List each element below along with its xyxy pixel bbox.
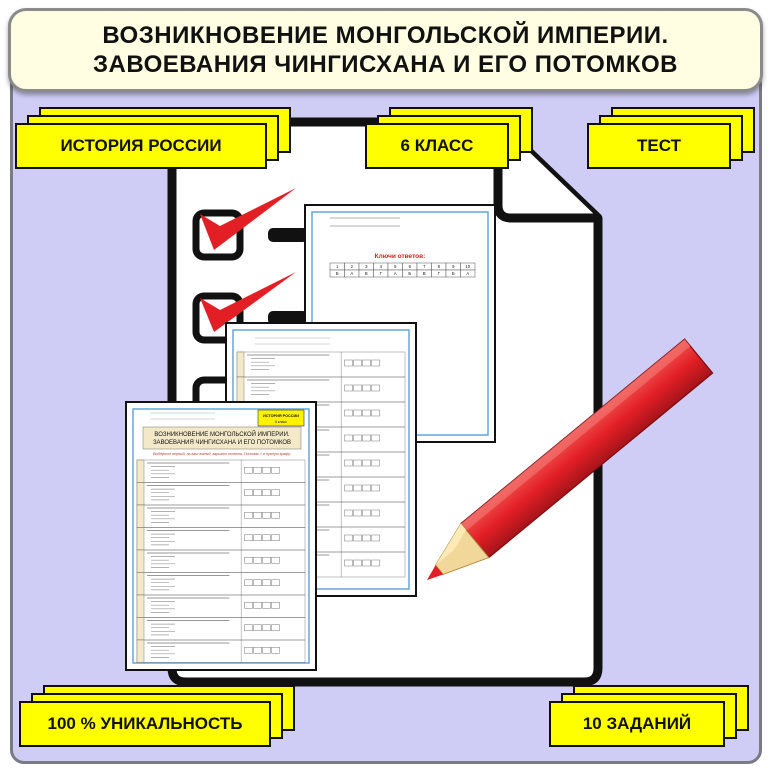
- svg-text:6: 6: [408, 264, 411, 270]
- tag-type: ТЕСТ: [637, 136, 681, 155]
- svg-text:А: А: [393, 271, 397, 277]
- svg-text:4: 4: [379, 264, 382, 270]
- answer-key-table: [330, 263, 475, 277]
- title-line-1: ВОЗНИКНОВЕНИЕ МОНГОЛЬСКОЙ ИМПЕРИИ.: [102, 22, 669, 49]
- svg-text:Б: Б: [408, 271, 412, 277]
- answer-key-cell: [432, 263, 447, 277]
- tag-tasks: 10 ЗАДАНИЙ: [582, 714, 692, 733]
- answer-key-cell: [345, 263, 360, 277]
- answer-key-cell: [330, 263, 345, 277]
- title-line-2: ЗАВОЕВАНИЯ ЧИНГИСХАНА И ЕГО ПОТОМКОВ: [93, 51, 678, 78]
- svg-text:5: 5: [394, 264, 397, 270]
- tag-uniqueness: 100 % УНИКАЛЬНОСТЬ: [47, 714, 243, 733]
- answer-key-cell: [446, 263, 461, 277]
- test-page-instruction: Выберите верный, на ваш взгляд, вариант ответа. Поставь √ в нужную графу.: [153, 452, 291, 456]
- svg-text:Б: Б: [451, 271, 455, 277]
- svg-text:Г: Г: [437, 271, 440, 277]
- svg-text:3: 3: [365, 264, 368, 270]
- answer-key-cell: [417, 263, 432, 277]
- test-page-heading-1: ВОЗНИКНОВЕНИЕ МОНГОЛЬСКОЙ ИМПЕРИИ.: [154, 432, 290, 438]
- answer-key-cell: [403, 263, 418, 277]
- test-page-badge-grade: 6 класс: [275, 420, 287, 424]
- answer-key-cell: [359, 263, 374, 277]
- answer-key-cell: [388, 263, 403, 277]
- answer-key-heading: Ключи ответов:: [374, 253, 426, 260]
- svg-text:А: А: [350, 271, 354, 277]
- svg-text:10: 10: [465, 264, 471, 270]
- svg-text:9: 9: [452, 264, 455, 270]
- svg-text:Г: Г: [379, 271, 382, 277]
- answer-key-cell: [461, 263, 476, 277]
- test-page-heading-2: ЗАВОЕВАНИЯ ЧИНГИСХАНА И ЕГО ПОТОМКОВ: [152, 440, 292, 446]
- svg-text:1: 1: [336, 264, 339, 270]
- svg-text:В: В: [364, 271, 368, 277]
- svg-text:Б: Б: [335, 271, 339, 277]
- svg-text:8: 8: [437, 264, 440, 270]
- test-page-front: [126, 402, 316, 670]
- test-page-badge-subject: ИСТОРИЯ РОССИИ: [263, 414, 299, 418]
- tag-subject: ИСТОРИЯ РОССИИ: [60, 136, 222, 155]
- svg-text:В: В: [422, 271, 426, 277]
- answer-key-cell: [374, 263, 389, 277]
- svg-text:7: 7: [423, 264, 426, 270]
- svg-text:2: 2: [350, 264, 353, 270]
- tag-grade: 6 КЛАСС: [400, 136, 474, 155]
- svg-text:А: А: [466, 271, 470, 277]
